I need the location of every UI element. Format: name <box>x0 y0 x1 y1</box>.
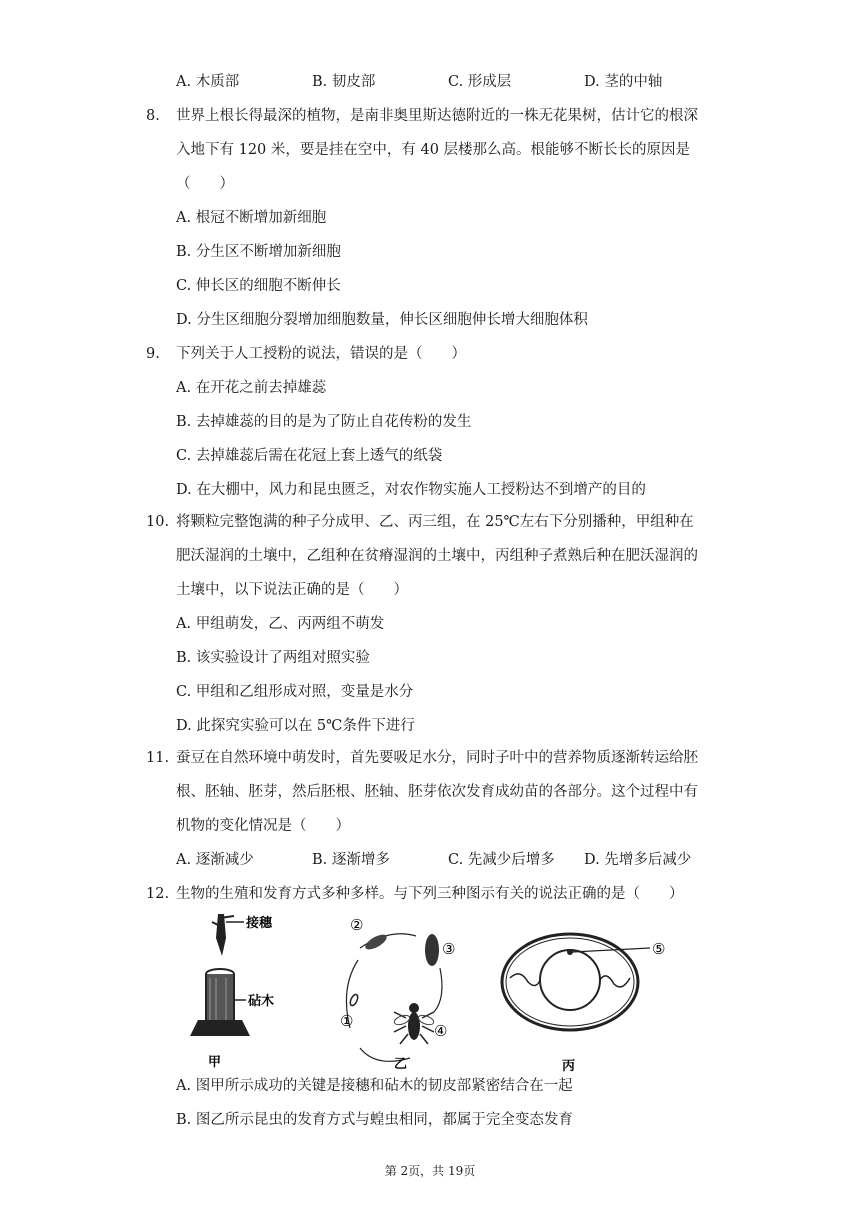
q10-option-a: A. 甲组萌发，乙、丙两组不萌发 <box>176 616 385 632</box>
q10-option-c: C. 甲组和乙组形成对照，变量是水分 <box>176 684 414 700</box>
q9-number: 9. <box>146 346 160 362</box>
stage-1-label: ① <box>340 1012 354 1030</box>
q11-option-b: B. 逐渐增多 <box>312 852 390 868</box>
q11-number: 11. <box>146 750 170 766</box>
q12-option-b: B. 图乙所示昆虫的发育方式与蝗虫相同，都属于完全变态发育 <box>176 1112 573 1128</box>
q10-stem-line2: 肥沃湿润的土壤中，乙组种在贫瘠湿润的土壤中，丙组种子煮熟后种在肥沃湿润的 <box>176 548 698 564</box>
q11-stem-line1: 蚕豆在自然环境中萌发时，首先要吸足水分，同时子叶中的营养物质逐渐转运给胚 <box>176 750 698 766</box>
insect-lifecycle-diagram <box>340 916 455 1072</box>
q11-option-c: C. 先减少后增多 <box>448 852 555 868</box>
stage-3-label: ③ <box>442 940 456 958</box>
figure-bing-label: 丙 <box>562 1059 576 1074</box>
q9-option-b: B. 去掉雄蕊的目的是为了防止自花传粉的发生 <box>176 414 472 430</box>
q12-option-a: A. 图甲所示成功的关键是接穗和砧木的韧皮部紧密结合在一起 <box>176 1078 573 1094</box>
scion-shape <box>216 914 226 956</box>
q12-figure <box>180 908 700 1078</box>
q9-stem-line1: 下列关于人工授粉的说法，错误的是（ ） <box>176 346 466 362</box>
q8-number: 8. <box>146 108 160 124</box>
q9-option-c: C. 去掉雄蕊后需在花冠上套上透气的纸袋 <box>176 448 443 464</box>
scion-label: 接穗 <box>246 916 273 931</box>
q10-option-b: B. 该实验设计了两组对照实验 <box>176 650 370 666</box>
q8-option-d: D. 分生区细胞分裂增加细胞数量，伸长区细胞伸长增大细胞体积 <box>176 312 588 328</box>
q11-stem-line3: 机物的变化情况是（ ） <box>176 818 350 834</box>
figure-yi-label: 乙 <box>394 1057 408 1072</box>
q10-number: 10. <box>146 514 170 530</box>
q8-option-c: C. 伸长区的细胞不断伸长 <box>176 278 341 294</box>
egg-shape <box>349 993 360 1006</box>
q9-option-d: D. 在大棚中，风力和昆虫匮乏，对农作物实施人工授粉达不到增产的目的 <box>176 482 646 498</box>
bird-egg-diagram <box>502 934 665 1074</box>
q12-stem-line1: 生物的生殖和发育方式多种多样。与下列三种图示有关的说法正确的是（ ） <box>176 886 684 902</box>
pupa-shape <box>425 934 439 966</box>
q12-number: 12. <box>146 886 170 902</box>
structure-5-label: ⑤ <box>652 940 666 958</box>
q9-option-a: A. 在开花之前去掉雄蕊 <box>176 380 327 396</box>
q8-option-b: B. 分生区不断增加新细胞 <box>176 244 341 260</box>
q11-stem-line2: 根、胚轴、胚芽，然后胚根、胚轴、胚芽依次发育成幼苗的各部分。这个过程中有 <box>176 784 698 800</box>
q11-option-d: D. 先增多后减少 <box>584 852 692 868</box>
egg-yolk <box>540 950 600 1010</box>
stage-2-label: ② <box>350 916 364 934</box>
q10-stem-line3: 土壤中，以下说法正确的是（ ） <box>176 582 408 598</box>
larva-shape <box>363 932 389 953</box>
q10-stem-line1: 将颗粒完整饱满的种子分成甲、乙、丙三组，在 25℃左右下分别播种，甲组种在 <box>176 514 694 530</box>
q8-stem-line1: 世界上根长得最深的植物，是南非奥里斯达德附近的一株无花果树，估计它的根深 <box>176 108 698 124</box>
grafting-diagram <box>190 914 274 1070</box>
q8-stem-line2: 入地下有 120 米，要是挂在空中，有 40 层楼那么高。根能够不断长长的原因是 <box>176 142 691 158</box>
q7-option-d: D. 茎的中轴 <box>584 74 663 90</box>
adult-insect-shape <box>393 1003 435 1044</box>
q10-option-d: D. 此探究实验可以在 5℃条件下进行 <box>176 718 415 734</box>
page-footer: 第 2页，共 19页 <box>384 1164 476 1178</box>
figure-jia-label: 甲 <box>208 1055 222 1070</box>
q8-stem-line3: （ ） <box>176 176 234 192</box>
q7-option-b: B. 韧皮部 <box>312 74 376 90</box>
q7-option-c: C. 形成层 <box>448 74 512 90</box>
stock-label: 砧木 <box>248 994 275 1009</box>
q8-option-a: A. 根冠不断增加新细胞 <box>176 210 327 226</box>
stage-4-label: ④ <box>434 1022 448 1040</box>
q11-option-a: A. 逐渐减少 <box>176 852 254 868</box>
q7-option-a: A. 木质部 <box>176 74 240 90</box>
